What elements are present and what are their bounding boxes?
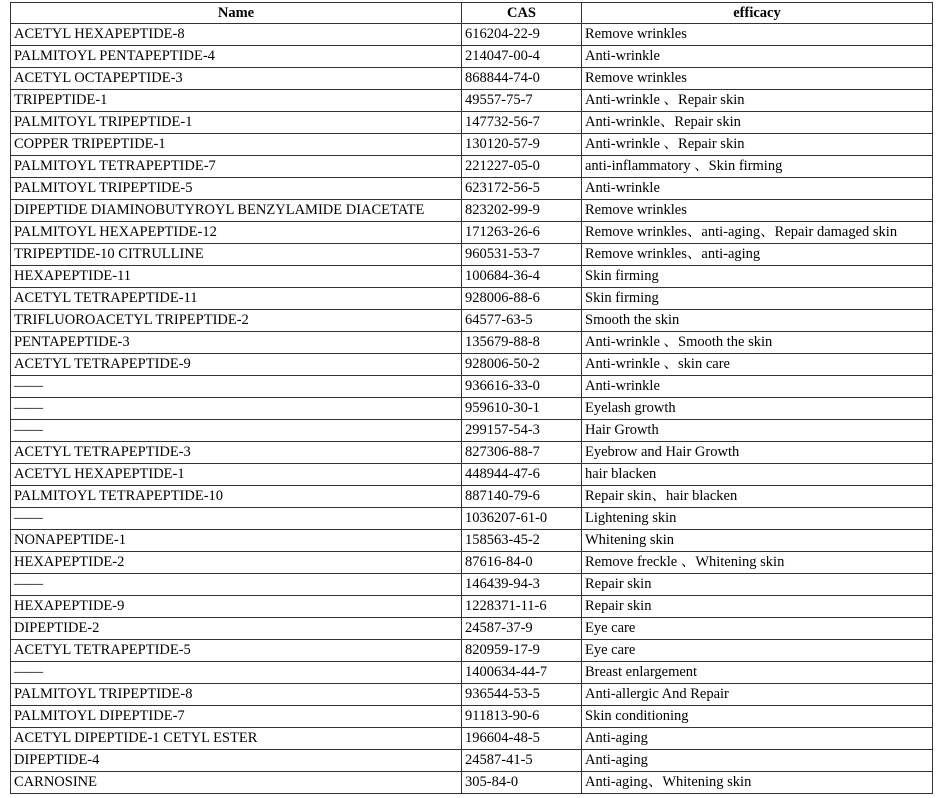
cell-efficacy[interactable]: Remove freckle 、Whitening skin [582,552,933,574]
cell-efficacy[interactable]: Eyelash growth [582,398,933,420]
cell-cas[interactable]: 928006-50-2 [462,354,582,376]
table-row [11,750,933,772]
cell-efficacy[interactable]: Anti-wrinkle、Repair skin [582,112,933,134]
table-row [11,112,933,134]
cell-efficacy[interactable]: Breast enlargement [582,662,933,684]
cell-efficacy[interactable]: Skin firming [582,288,933,310]
cell-cas[interactable]: 146439-94-3 [462,574,582,596]
cell-cas[interactable]: 936544-53-5 [462,684,582,706]
table-row [11,772,933,794]
cell-cas[interactable]: 135679-88-8 [462,332,582,354]
cell-name[interactable]: —— [11,420,462,442]
cell-efficacy[interactable]: Remove wrinkles、anti-aging、Repair damaged skin [582,222,933,244]
table-row [11,156,933,178]
cell-cas[interactable]: 1036207-61-0 [462,508,582,530]
cell-efficacy[interactable]: Remove wrinkles [582,68,933,90]
table-row [11,310,933,332]
column-header-efficacy: efficacy [582,3,933,24]
table-row [11,442,933,464]
cell-name[interactable]: CARNOSINE [11,772,462,794]
cell-cas[interactable]: 928006-88-6 [462,288,582,310]
table-body [11,24,933,794]
cell-efficacy[interactable]: Remove wrinkles [582,200,933,222]
table-row [11,574,933,596]
cell-name[interactable]: PALMITOYL TRIPEPTIDE-5 [11,178,462,200]
table-row [11,354,933,376]
cell-cas[interactable]: 305-84-0 [462,772,582,794]
table-row [11,90,933,112]
cell-name[interactable]: ACETYL TETRAPEPTIDE-11 [11,288,462,310]
cell-cas[interactable]: 616204-22-9 [462,24,582,46]
cell-cas[interactable]: 960531-53-7 [462,244,582,266]
cell-cas[interactable]: 196604-48-5 [462,728,582,750]
cell-efficacy[interactable]: Repair skin [582,574,933,596]
cell-name[interactable]: HEXAPEPTIDE-11 [11,266,462,288]
cell-efficacy[interactable]: Skin firming [582,266,933,288]
cell-efficacy[interactable]: Repair skin [582,596,933,618]
cell-name[interactable]: NONAPEPTIDE-1 [11,530,462,552]
table-row [11,288,933,310]
table-row [11,178,933,200]
cell-cas[interactable]: 820959-17-9 [462,640,582,662]
cell-cas[interactable]: 1228371-11-6 [462,596,582,618]
cell-efficacy[interactable]: Anti-aging [582,728,933,750]
page-edge [934,0,942,798]
cell-name[interactable]: ACETYL OCTAPEPTIDE-3 [11,68,462,90]
cell-name[interactable]: TRIPEPTIDE-1 [11,90,462,112]
cell-cas[interactable]: 823202-99-9 [462,200,582,222]
cell-name[interactable]: PALMITOYL TETRAPEPTIDE-7 [11,156,462,178]
cell-efficacy[interactable]: Anti-aging、Whitening skin [582,772,933,794]
table-row [11,200,933,222]
table-header [11,3,933,24]
cell-efficacy[interactable]: Anti-wrinkle [582,46,933,68]
cell-name[interactable]: PALMITOYL PENTAPEPTIDE-4 [11,46,462,68]
cell-cas[interactable]: 448944-47-6 [462,464,582,486]
cell-name[interactable]: COPPER TRIPEPTIDE-1 [11,134,462,156]
cell-name[interactable]: ACETYL HEXAPEPTIDE-8 [11,24,462,46]
cell-cas[interactable]: 158563-45-2 [462,530,582,552]
cell-name[interactable]: —— [11,398,462,420]
cell-name[interactable]: PALMITOYL HEXAPEPTIDE-12 [11,222,462,244]
cell-efficacy[interactable]: Anti-wrinkle [582,178,933,200]
cell-efficacy[interactable]: anti-inflammatory 、Skin firming [582,156,933,178]
cell-efficacy[interactable]: Eye care [582,640,933,662]
column-header-cas: CAS [462,3,582,24]
cell-name[interactable]: ACETYL TETRAPEPTIDE-9 [11,354,462,376]
table-row [11,244,933,266]
cell-name[interactable]: DIPEPTIDE DIAMINOBUTYROYL BENZYLAMIDE DIACETATE [11,200,462,222]
table-row [11,728,933,750]
table-row [11,684,933,706]
cell-name[interactable]: ACETYL HEXAPEPTIDE-1 [11,464,462,486]
table-row [11,398,933,420]
cell-efficacy[interactable]: hair blacken [582,464,933,486]
table-row [11,332,933,354]
cell-efficacy[interactable]: Repair skin、hair blacken [582,486,933,508]
column-header-name: Name [11,3,462,24]
cell-cas[interactable]: 827306-88-7 [462,442,582,464]
table-row [11,24,933,46]
table-row [11,222,933,244]
cell-efficacy[interactable]: Eyebrow and Hair Growth [582,442,933,464]
cell-name[interactable]: PENTAPEPTIDE-3 [11,332,462,354]
cell-name[interactable]: ACETYL TETRAPEPTIDE-5 [11,640,462,662]
cell-name[interactable]: TRIFLUOROACETYL TRIPEPTIDE-2 [11,310,462,332]
cell-cas[interactable]: 221227-05-0 [462,156,582,178]
cell-name[interactable]: DIPEPTIDE-4 [11,750,462,772]
cell-efficacy[interactable]: Anti-wrinkle [582,376,933,398]
cell-efficacy[interactable]: Lightening skin [582,508,933,530]
cell-cas[interactable]: 24587-41-5 [462,750,582,772]
table-row [11,596,933,618]
cell-efficacy[interactable]: Hair Growth [582,420,933,442]
cell-cas[interactable]: 49557-75-7 [462,90,582,112]
cell-cas[interactable]: 214047-00-4 [462,46,582,68]
table-row [11,134,933,156]
cell-cas[interactable]: 100684-36-4 [462,266,582,288]
cell-efficacy[interactable]: Remove wrinkles [582,24,933,46]
cell-cas[interactable]: 623172-56-5 [462,178,582,200]
cell-efficacy[interactable]: Anti-aging [582,750,933,772]
cell-efficacy[interactable]: Anti-wrinkle 、Repair skin [582,134,933,156]
header-row [11,3,933,24]
cell-name[interactable]: —— [11,662,462,684]
cell-name[interactable]: —— [11,508,462,530]
cell-cas[interactable]: 868844-74-0 [462,68,582,90]
cell-name[interactable]: DIPEPTIDE-2 [11,618,462,640]
cell-efficacy[interactable]: Anti-wrinkle 、skin care [582,354,933,376]
cell-cas[interactable]: 1400634-44-7 [462,662,582,684]
cell-cas[interactable]: 887140-79-6 [462,486,582,508]
cell-name[interactable]: PALMITOYL TETRAPEPTIDE-10 [11,486,462,508]
table-row [11,640,933,662]
table-row [11,508,933,530]
cell-name[interactable]: PALMITOYL TRIPEPTIDE-8 [11,684,462,706]
cell-name[interactable]: TRIPEPTIDE-10 CITRULLINE [11,244,462,266]
cell-cas[interactable]: 936616-33-0 [462,376,582,398]
cell-efficacy[interactable]: Smooth the skin [582,310,933,332]
cell-name[interactable]: HEXAPEPTIDE-9 [11,596,462,618]
table-row [11,706,933,728]
cell-cas[interactable]: 130120-57-9 [462,134,582,156]
cell-cas[interactable]: 911813-90-6 [462,706,582,728]
cell-cas[interactable]: 87616-84-0 [462,552,582,574]
cell-cas[interactable]: 24587-37-9 [462,618,582,640]
cell-efficacy[interactable]: Eye care [582,618,933,640]
table-row [11,68,933,90]
cell-cas[interactable]: 959610-30-1 [462,398,582,420]
cell-name[interactable]: —— [11,574,462,596]
peptide-table [10,2,933,794]
cell-efficacy[interactable]: Remove wrinkles、anti-aging [582,244,933,266]
table-row [11,46,933,68]
cell-cas[interactable]: 64577-63-5 [462,310,582,332]
table-row [11,486,933,508]
cell-efficacy[interactable]: Whitening skin [582,530,933,552]
cell-efficacy[interactable]: Anti-allergic And Repair [582,684,933,706]
table-row [11,266,933,288]
cell-cas[interactable]: 299157-54-3 [462,420,582,442]
cell-efficacy[interactable]: Anti-wrinkle 、Smooth the skin [582,332,933,354]
table-row [11,530,933,552]
cell-name[interactable]: ACETYL DIPEPTIDE-1 CETYL ESTER [11,728,462,750]
table-row [11,464,933,486]
table-row [11,662,933,684]
table-row [11,552,933,574]
table-row [11,376,933,398]
table-row [11,618,933,640]
cell-efficacy[interactable]: Anti-wrinkle 、Repair skin [582,90,933,112]
cell-cas[interactable]: 171263-26-6 [462,222,582,244]
cell-name[interactable]: PALMITOYL TRIPEPTIDE-1 [11,112,462,134]
cell-name[interactable]: ACETYL TETRAPEPTIDE-3 [11,442,462,464]
cell-name[interactable]: HEXAPEPTIDE-2 [11,552,462,574]
cell-name[interactable]: —— [11,376,462,398]
cell-cas[interactable]: 147732-56-7 [462,112,582,134]
cell-name[interactable]: PALMITOYL DIPEPTIDE-7 [11,706,462,728]
table-row [11,420,933,442]
cell-efficacy[interactable]: Skin conditioning [582,706,933,728]
